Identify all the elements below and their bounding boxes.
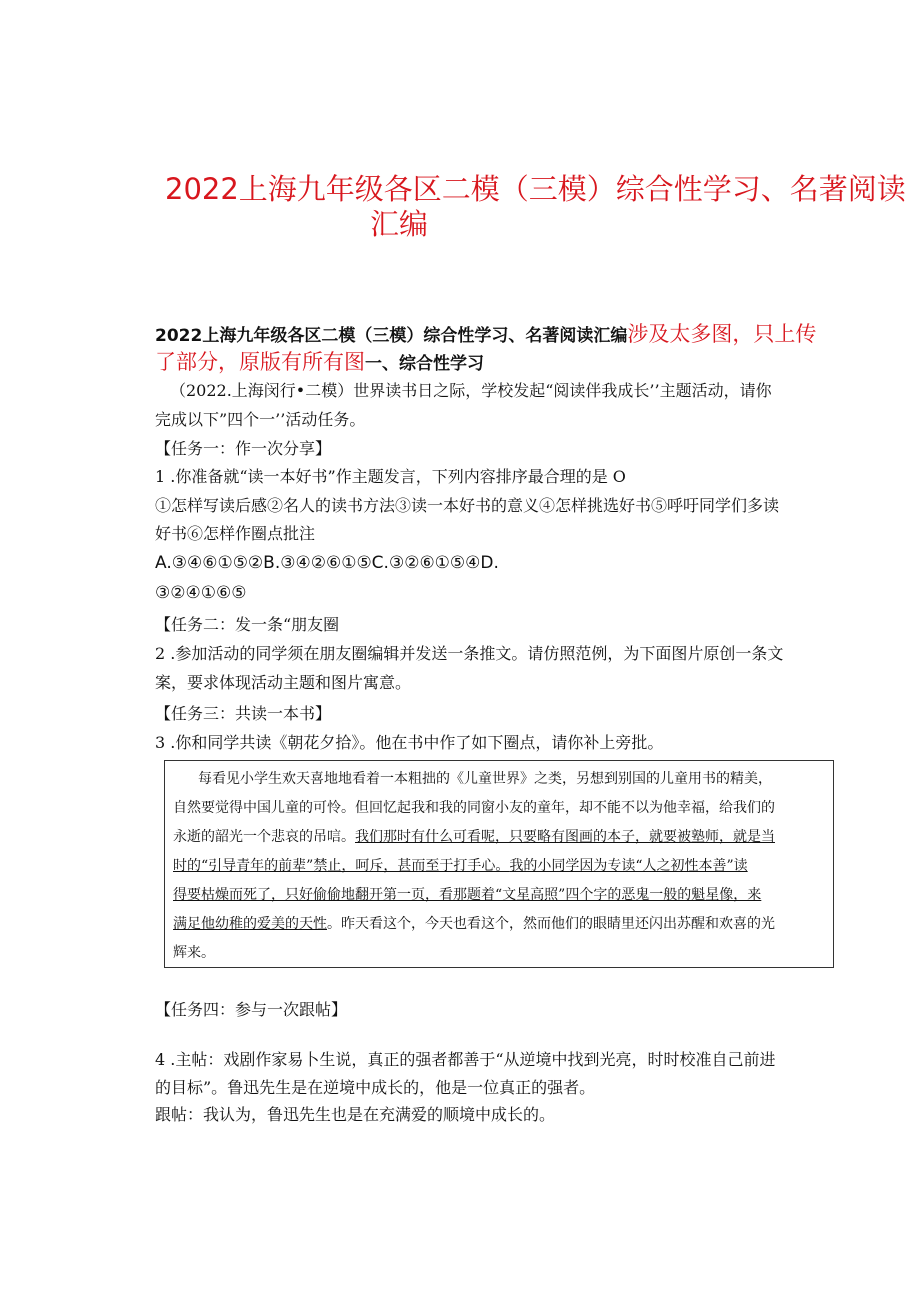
quote-line: 每看见小学生欢天喜地地看着一本粗拙的《儿童世界》之类，另想到别国的儿童用书的精美， bbox=[198, 771, 772, 787]
doc-title-line2: 汇编 bbox=[370, 207, 429, 241]
q4-line1: 4 .主帖：戏剧作家易卜生说，真正的强者都善于“从逆境中找到光亮，时时校准自己前进 bbox=[155, 1050, 776, 1069]
task3-header: 【任务三：共读一本书】 bbox=[155, 704, 332, 723]
task4-header: 【任务四：参与一次跟帖】 bbox=[155, 1000, 348, 1019]
q1-items-line2: 好书⑥怎样作圈点批注 bbox=[155, 524, 316, 543]
quote-line: 辉来。 bbox=[173, 945, 215, 961]
heading-line1 bbox=[155, 318, 816, 348]
q2-line2: 案，要求体现活动主题和图片寓意。 bbox=[155, 673, 412, 692]
intro-line1: （2022.上海闵行•二模）世界读书日之际，学校发起“阅读伴我成长’’主题活动，请你 bbox=[170, 381, 772, 400]
heading-bold: 2022上海九年级各区二模（三模）综合性学习、名著阅读汇编 bbox=[155, 326, 628, 346]
q4-line2: 的目标”。鲁迅先生是在逆境中成长的，他是一位真正的强者。 bbox=[155, 1078, 596, 1097]
quote-line bbox=[173, 856, 748, 876]
quote-underlined: 我的小同学因为专读“人之初性本善”读 bbox=[509, 858, 748, 874]
q1-items-line1: ①怎样写读后感②名人的读书方法③读一本好书的意义④怎样挑选好书⑤呼吁同学们多读 bbox=[155, 496, 780, 515]
q2-line1: 2 .参加活动的同学须在朋友圈编辑并发送一条推文。请仿照范例，为下面图片原创一条文 bbox=[155, 644, 784, 663]
q1-options-line1: A.③④⑥①⑤②B.③④②⑥①⑤C.③②⑥①⑤④D. bbox=[155, 553, 499, 573]
quote-line bbox=[173, 914, 775, 934]
quote-underlined: 满足他幼稚的爱美的天性 bbox=[173, 916, 327, 932]
quote-underlined: 时的“引导青年的前辈”禁止，呵斥，甚而至于打手心。 bbox=[173, 858, 510, 874]
quote-plain: 永逝的韶光一个悲哀的吊唁。 bbox=[173, 829, 355, 845]
heading-red-a: 涉及太多图，只上传 bbox=[627, 322, 817, 346]
heading-section: 一、综合性学习 bbox=[365, 354, 484, 374]
task1-header: 【任务一：作一次分享】 bbox=[155, 439, 332, 458]
heading-red-b: 了部分，原版有所有图 bbox=[155, 350, 365, 374]
follow-line: 跟帖：我认为，鲁迅先生也是在充满爱的顺境中成长的。 bbox=[155, 1105, 556, 1124]
quote-line: 得要枯燥而死了，只好偷偷地翻开第一页，看那题着“文星高照”四个字的恶鬼一般的魁星像，来 bbox=[173, 887, 762, 903]
doc-title-line1: 2022上海九年级各区二模（三模）综合性学习、名著阅读 bbox=[165, 172, 906, 206]
task2-header: 【任务二：发一条“朋友圈 bbox=[155, 615, 340, 634]
q1-line: 1 .你准备就“读一本好书”作主题发言，下列内容排序最合理的是 O bbox=[155, 467, 626, 486]
quote-plain: 。昨天看这个，今天也看这个，然而他们的眼睛里还闪出苏醒和欢喜的光 bbox=[327, 916, 775, 932]
quote-underlined: 我们那时有什么可看呢，只要略有图画的本子，就要被塾师，就是当 bbox=[355, 829, 775, 845]
quote-line: 自然要觉得中国儿童的可怜。但回忆起我和我的同窗小友的童年，却不能不以为他幸福，给我们的 bbox=[173, 800, 775, 816]
intro-line2: 完成以下”四个一’’活动任务。 bbox=[155, 410, 366, 429]
heading-line2 bbox=[155, 346, 484, 376]
quote-line bbox=[173, 827, 775, 847]
q1-options-line2: ③②④①⑥⑤ bbox=[155, 583, 247, 603]
q3-line: 3 .你和同学共读《朝花夕拾》。他在书中作了如下圈点，请你补上旁批。 bbox=[155, 733, 664, 752]
quote-box bbox=[164, 760, 834, 968]
